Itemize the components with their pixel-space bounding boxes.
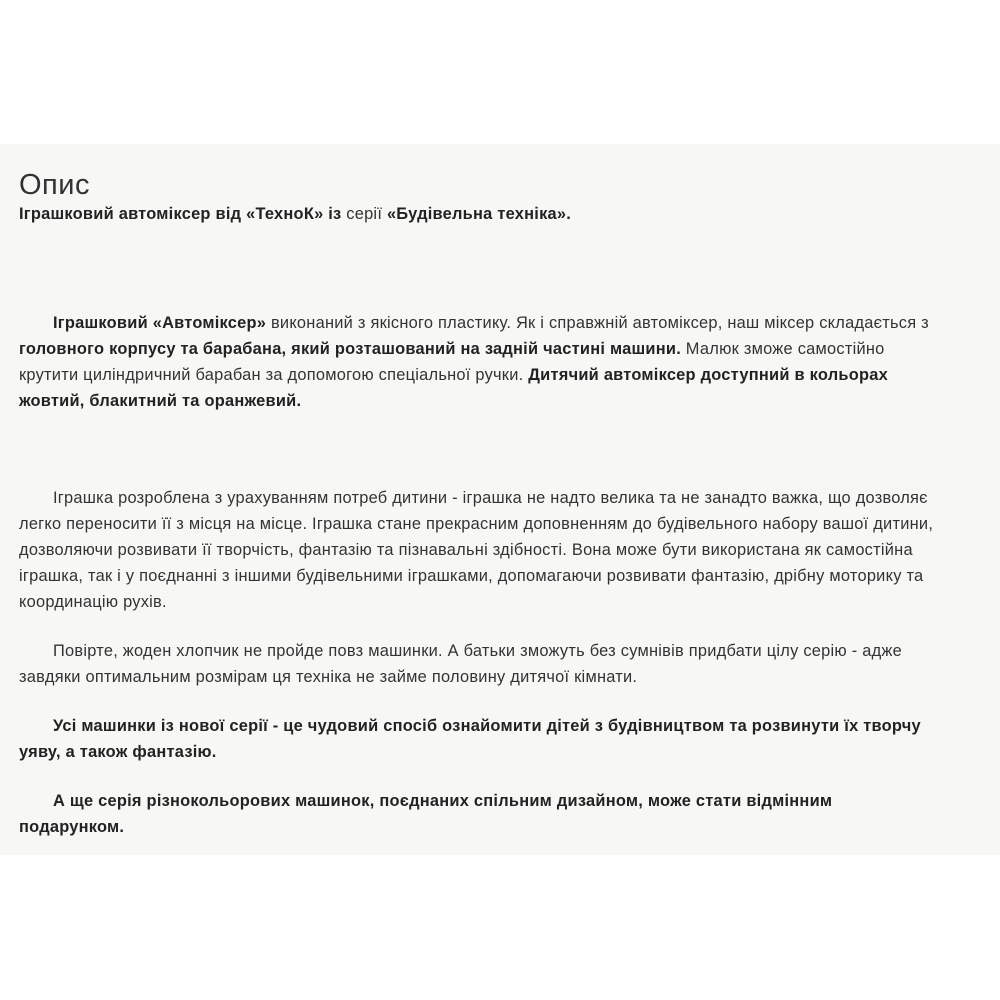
para1-bold-2: головного корпусу та барабана, який розташований на задній частині машини. (19, 340, 681, 358)
description-panel (0, 144, 1000, 855)
para1-bold-3: Дитячий автоміксер доступний в кольорах жовтий, блакитний та оранжевий. (19, 366, 888, 410)
para1-text-2: Малюк зможе самостійно крутити циліндричний барабан за допомогою спеціальної ручки. (19, 340, 885, 384)
paragraph-design: Іграшка розроблена з урахуванням потреб дитини - іграшка не надто велика та не занадто важка, що дозволяє легко переносити її з місця на місце. Іграшка стане прекрасним доповненням до будівельного набору вашої дитини, дозволяючи розвивати її творчість, фантазію та пізнавальні здібності. Вона може бути використана як самостійна іграшка, так і у поєднанні з іншими будівельними іграшками, допомагаючи розвивати фантазію, дрібну моторику та координацію рухів. (19, 489, 934, 611)
intro-bold-1: Іграшковий автоміксер від «ТехноК» із (19, 205, 342, 223)
intro-paragraph (19, 201, 939, 227)
intro-bold-2: «Будівельна техніка». (386, 205, 572, 223)
para5-bold: А ще серія різнокольорових машинок, поєднаних спільним дизайном, може стати відмінним подарунком. (19, 792, 833, 836)
paragraph-gift (19, 788, 939, 840)
paragraph-product (19, 310, 939, 414)
paragraph-series: Повірте, жоден хлопчик не пройде повз машинки. А батьки зможуть без сумнівів придбати цілу серію - адже завдяки оптимальним розмірам ця техніка не займе половину дитячої кімнати. (19, 642, 903, 686)
section-title: Опис (19, 169, 90, 202)
para1-text-1: виконаний з якісного пластику. Як і справжній автоміксер, наш міксер складається з (266, 314, 929, 332)
para1-bold-1: Іграшковий «Автоміксер» (53, 314, 267, 332)
para4-bold: Усі машинки із нової серії - це чудовий спосіб ознайомити дітей з будівництвом та розвинути їх творчу уяву, а також фантазію. (19, 717, 921, 761)
paragraph-benefits (19, 713, 939, 765)
intro-plain: серії (341, 205, 387, 223)
